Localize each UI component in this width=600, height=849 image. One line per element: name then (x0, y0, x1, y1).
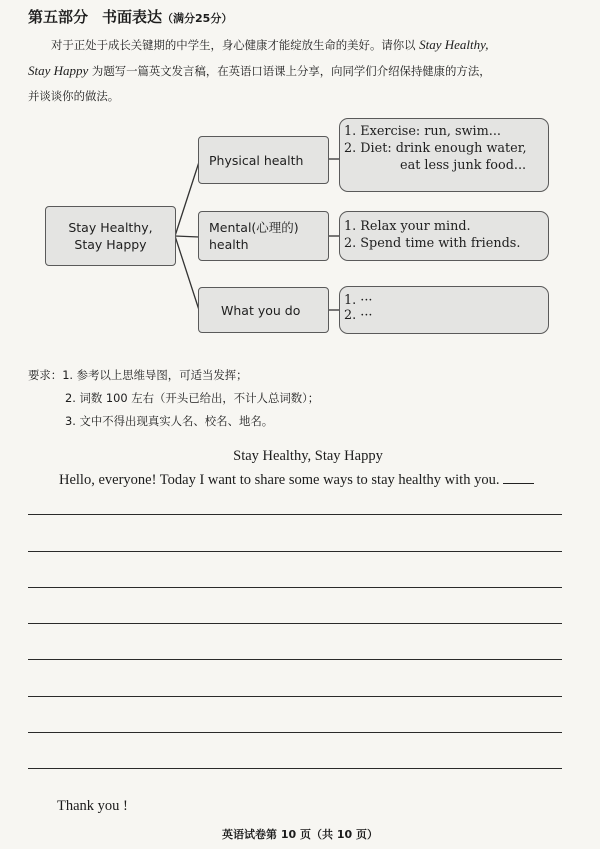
requirement-1: 1. 参考以上思维导图，可适当发挥； (62, 368, 248, 382)
essay-closing: Thank you ! (57, 798, 128, 814)
physical-detail-2: 2. Diet: drink enough water, (344, 141, 527, 156)
requirement-3: 3. 文中不得出现真实人名、校名、地名。 (65, 414, 274, 428)
root-label-line-2: Stay Happy (74, 237, 147, 252)
intro-title-part-2: Stay Happy (28, 63, 89, 78)
writing-line[interactable] (28, 551, 562, 552)
connector-root-physical (175, 162, 199, 236)
section-number: 第五部分 (28, 8, 89, 26)
essay-opening (59, 470, 534, 489)
detail-mental-health (339, 211, 549, 261)
whatyoudo-detail-1: 1. ··· (344, 293, 373, 308)
mental-detail-2: 2. Spend time with friends. (344, 236, 521, 251)
mental-detail-1: 1. Relax your mind. (344, 219, 471, 234)
requirement-2: 2. 词数 100 左右（开头已给出，不计人总词数）； (65, 391, 320, 405)
mindmap-root-node (45, 206, 176, 266)
branch-what-you-do (198, 287, 329, 333)
physical-detail-3: eat less junk food... (400, 158, 527, 173)
detail-physical-health (339, 118, 549, 192)
writing-line[interactable] (28, 768, 562, 769)
detail-what-you-do (339, 286, 549, 334)
answer-blank[interactable] (503, 470, 534, 484)
page-footer: 英语试卷第 10 页（共 10 页） (222, 828, 378, 841)
requirements (28, 364, 319, 433)
section-title: 书面表达 (102, 8, 163, 26)
root-label-line-1: Stay Healthy, (68, 220, 153, 235)
branch-physical-label: Physical health (209, 152, 304, 168)
branch-mental-label-line-2: health (209, 237, 249, 252)
branch-physical-health (198, 136, 329, 184)
writing-line[interactable] (28, 623, 562, 624)
connector-root-mental (175, 236, 199, 237)
intro-text-2: 为题写一篇英文发言稿，在英语口语课上分享，向同学们介绍保持健康的方法， (91, 64, 491, 78)
requirements-prefix: 要求： (28, 368, 63, 382)
intro-text-3: 并谈谈你的做法。 (28, 89, 120, 103)
branch-mental-health (198, 211, 329, 261)
writing-line[interactable] (28, 514, 562, 515)
writing-line[interactable] (28, 659, 562, 660)
opening-sentence: Hello, everyone! Today I want to share some ways to stay healthy with you. (59, 472, 500, 488)
branch-whatyoudo-label: What you do (221, 302, 301, 318)
connector-root-whatyoudo (175, 236, 199, 310)
physical-detail-1: 1. Exercise: run, swim... (344, 124, 501, 139)
section-score: （满分25分） (162, 12, 233, 25)
branch-mental-label-line-1: Mental(心理的) (209, 220, 299, 235)
writing-line[interactable] (28, 696, 562, 697)
intro-title-part-1: Stay Healthy, (419, 37, 489, 52)
writing-line[interactable] (28, 587, 562, 588)
essay-title: Stay Healthy, Stay Happy (233, 448, 383, 464)
intro-text-1: 对于正处于成长关键期的中学生，身心健康才能绽放生命的美好。请你以 (51, 38, 416, 52)
whatyoudo-detail-2: 2. ··· (344, 308, 373, 323)
writing-line[interactable] (28, 732, 562, 733)
